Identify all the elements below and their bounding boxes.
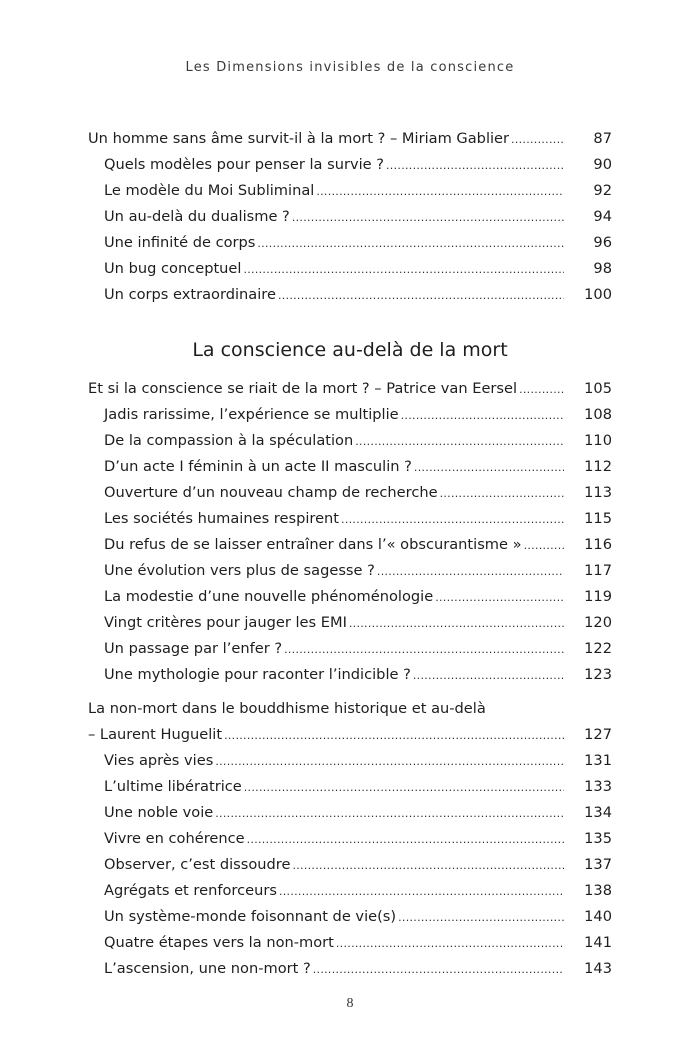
page-number: 100 (584, 286, 612, 303)
subentry-title: L’ascension, une non-mort ? (104, 960, 311, 977)
page-number: 140 (584, 908, 612, 925)
dot-leader (313, 957, 564, 982)
toc-subentry[interactable] (88, 428, 612, 454)
toc-subentry[interactable] (88, 230, 612, 256)
subentry-title: Agrégats et renforceurs (104, 882, 277, 899)
dot-leader (244, 775, 564, 800)
dot-leader (355, 429, 564, 454)
subentry-title: D’un acte I féminin à un acte II masculin ? (104, 458, 412, 475)
subentry-title: Vivre en cohérence (104, 830, 245, 847)
dot-leader (257, 231, 564, 256)
toc-chapter-entry[interactable] (88, 696, 612, 748)
page-number: 122 (584, 640, 612, 657)
toc-subentry[interactable] (88, 480, 612, 506)
subentry-title: Un passage par l’enfer ? (104, 640, 283, 657)
subentry-title: Un bug conceptuel (104, 260, 242, 277)
page-number: 127 (584, 726, 612, 743)
section-gap (88, 688, 612, 696)
toc-subentry[interactable] (88, 636, 612, 662)
toc-subentry[interactable] (88, 904, 612, 930)
toc-chapter-entry[interactable] (88, 126, 612, 152)
subentry-title: Quatre étapes vers la non-mort (104, 934, 334, 951)
part-title: La conscience au-delà de la mort (192, 339, 508, 361)
page-number: 117 (584, 562, 612, 579)
toc-subentry[interactable] (88, 204, 612, 230)
dot-leader (440, 481, 564, 506)
chapter-title-line2: – Laurent Huguelit (88, 726, 223, 743)
page-number: 115 (584, 510, 612, 527)
toc-subentry[interactable] (88, 610, 612, 636)
page-number: 98 (593, 260, 612, 277)
subentry-title: L’ultime libératrice (104, 778, 242, 795)
page-number: 120 (584, 614, 612, 631)
dot-leader (377, 559, 564, 584)
dot-leader (401, 403, 564, 428)
dot-leader (511, 127, 564, 152)
chapter-title-line1: La non-mort dans le bouddhisme historique et au-delà (88, 700, 486, 717)
page-number: 135 (584, 830, 612, 847)
subentry-title: De la compassion à la spéculation (104, 432, 354, 449)
page-number: 137 (584, 856, 612, 873)
dot-leader (341, 507, 564, 532)
subentry-title: Un corps extraordinaire (104, 286, 276, 303)
page-number: 138 (584, 882, 612, 899)
dot-leader (414, 455, 564, 480)
subentry-title: Un système-monde foisonnant de vie(s) (104, 908, 397, 925)
subentry-title: Une infinité de corps (104, 234, 256, 251)
dot-leader (243, 257, 564, 282)
subentry-title: La modestie d’une nouvelle phénoménologie (104, 588, 434, 605)
page-number: 96 (593, 234, 612, 251)
toc-subentry[interactable] (88, 662, 612, 688)
subentry-title: Vies après vies (104, 752, 214, 769)
chapter-title-line2-row (88, 722, 612, 748)
subentry-title: Ouverture d’un nouveau champ de recherche (104, 484, 438, 501)
toc-subentry[interactable] (88, 282, 612, 308)
page-number: 110 (584, 432, 612, 449)
page-number: 119 (584, 588, 612, 605)
toc-subentry[interactable] (88, 256, 612, 282)
page-number: 90 (593, 156, 612, 173)
subentry-title: Une noble voie (104, 804, 214, 821)
toc-subentry[interactable] (88, 956, 612, 982)
toc-subentry[interactable] (88, 826, 612, 852)
dot-leader (224, 723, 564, 748)
page-number: 105 (584, 380, 612, 397)
subentry-title: Un au-delà du dualisme ? (104, 208, 290, 225)
subentry-title: Le modèle du Moi Subliminal (104, 182, 315, 199)
toc-subentry[interactable] (88, 506, 612, 532)
toc-subentry[interactable] (88, 532, 612, 558)
page-number: 87 (593, 130, 612, 147)
page-folio: 8 (346, 996, 354, 1011)
toc-subentry[interactable] (88, 152, 612, 178)
dot-leader (413, 663, 564, 688)
dot-leader (247, 827, 564, 852)
dot-leader (284, 637, 564, 662)
subentry-title: Une mythologie pour raconter l’indicible ? (104, 666, 411, 683)
dot-leader (336, 931, 564, 956)
page-number: 112 (584, 458, 612, 475)
page-number: 92 (593, 182, 612, 199)
toc-subentry[interactable] (88, 558, 612, 584)
toc-chapter-entry[interactable] (88, 376, 612, 402)
dot-leader (398, 905, 564, 930)
page-number: 116 (584, 536, 612, 553)
dot-leader (519, 377, 564, 402)
dot-leader (292, 853, 564, 878)
table-of-contents (88, 126, 612, 982)
dot-leader (292, 205, 564, 230)
subentry-title: Une évolution vers plus de sagesse ? (104, 562, 375, 579)
page-number: 113 (584, 484, 612, 501)
dot-leader (386, 153, 564, 178)
dot-leader (435, 585, 564, 610)
subentry-title: Jadis rarissime, l’expérience se multiplie (104, 406, 399, 423)
toc-subentry[interactable] (88, 178, 612, 204)
subentry-title: Observer, c’est dissoudre (104, 856, 291, 873)
dot-leader (524, 533, 564, 558)
dot-leader (215, 801, 564, 826)
dot-leader (279, 879, 564, 904)
chapter-title: Un homme sans âme survit-il à la mort ? – Miriam Gablier (88, 130, 510, 147)
page-number: 123 (584, 666, 612, 683)
toc-subentry[interactable] (88, 774, 612, 800)
dot-leader (278, 283, 564, 308)
subentry-title: Quels modèles pour penser la survie ? (104, 156, 385, 173)
subentry-title: Vingt critères pour jauger les EMI (104, 614, 347, 631)
dot-leader (349, 611, 564, 636)
page-number: 143 (584, 960, 612, 977)
running-head: Les Dimensions invisibles de la conscience (185, 60, 515, 75)
page-number: 94 (593, 208, 612, 225)
page-number: 133 (584, 778, 612, 795)
subentry-title: Du refus de se laisser entraîner dans l’« obscurantisme » (104, 536, 522, 553)
toc-subentry[interactable] (88, 852, 612, 878)
toc-subentry[interactable] (88, 748, 612, 774)
dot-leader (316, 179, 564, 204)
page-number: 134 (584, 804, 612, 821)
toc-subentry[interactable] (88, 930, 612, 956)
toc-subentry[interactable] (88, 800, 612, 826)
toc-subentry[interactable] (88, 878, 612, 904)
toc-subentry[interactable] (88, 402, 612, 428)
page-number: 108 (584, 406, 612, 423)
toc-subentry[interactable] (88, 584, 612, 610)
page-number: 131 (584, 752, 612, 769)
page-number: 141 (584, 934, 612, 951)
toc-subentry[interactable] (88, 454, 612, 480)
dot-leader (215, 749, 564, 774)
chapter-title: Et si la conscience se riait de la mort ? – Patrice van Eersel (88, 380, 518, 397)
subentry-title: Les sociétés humaines respirent (104, 510, 340, 527)
